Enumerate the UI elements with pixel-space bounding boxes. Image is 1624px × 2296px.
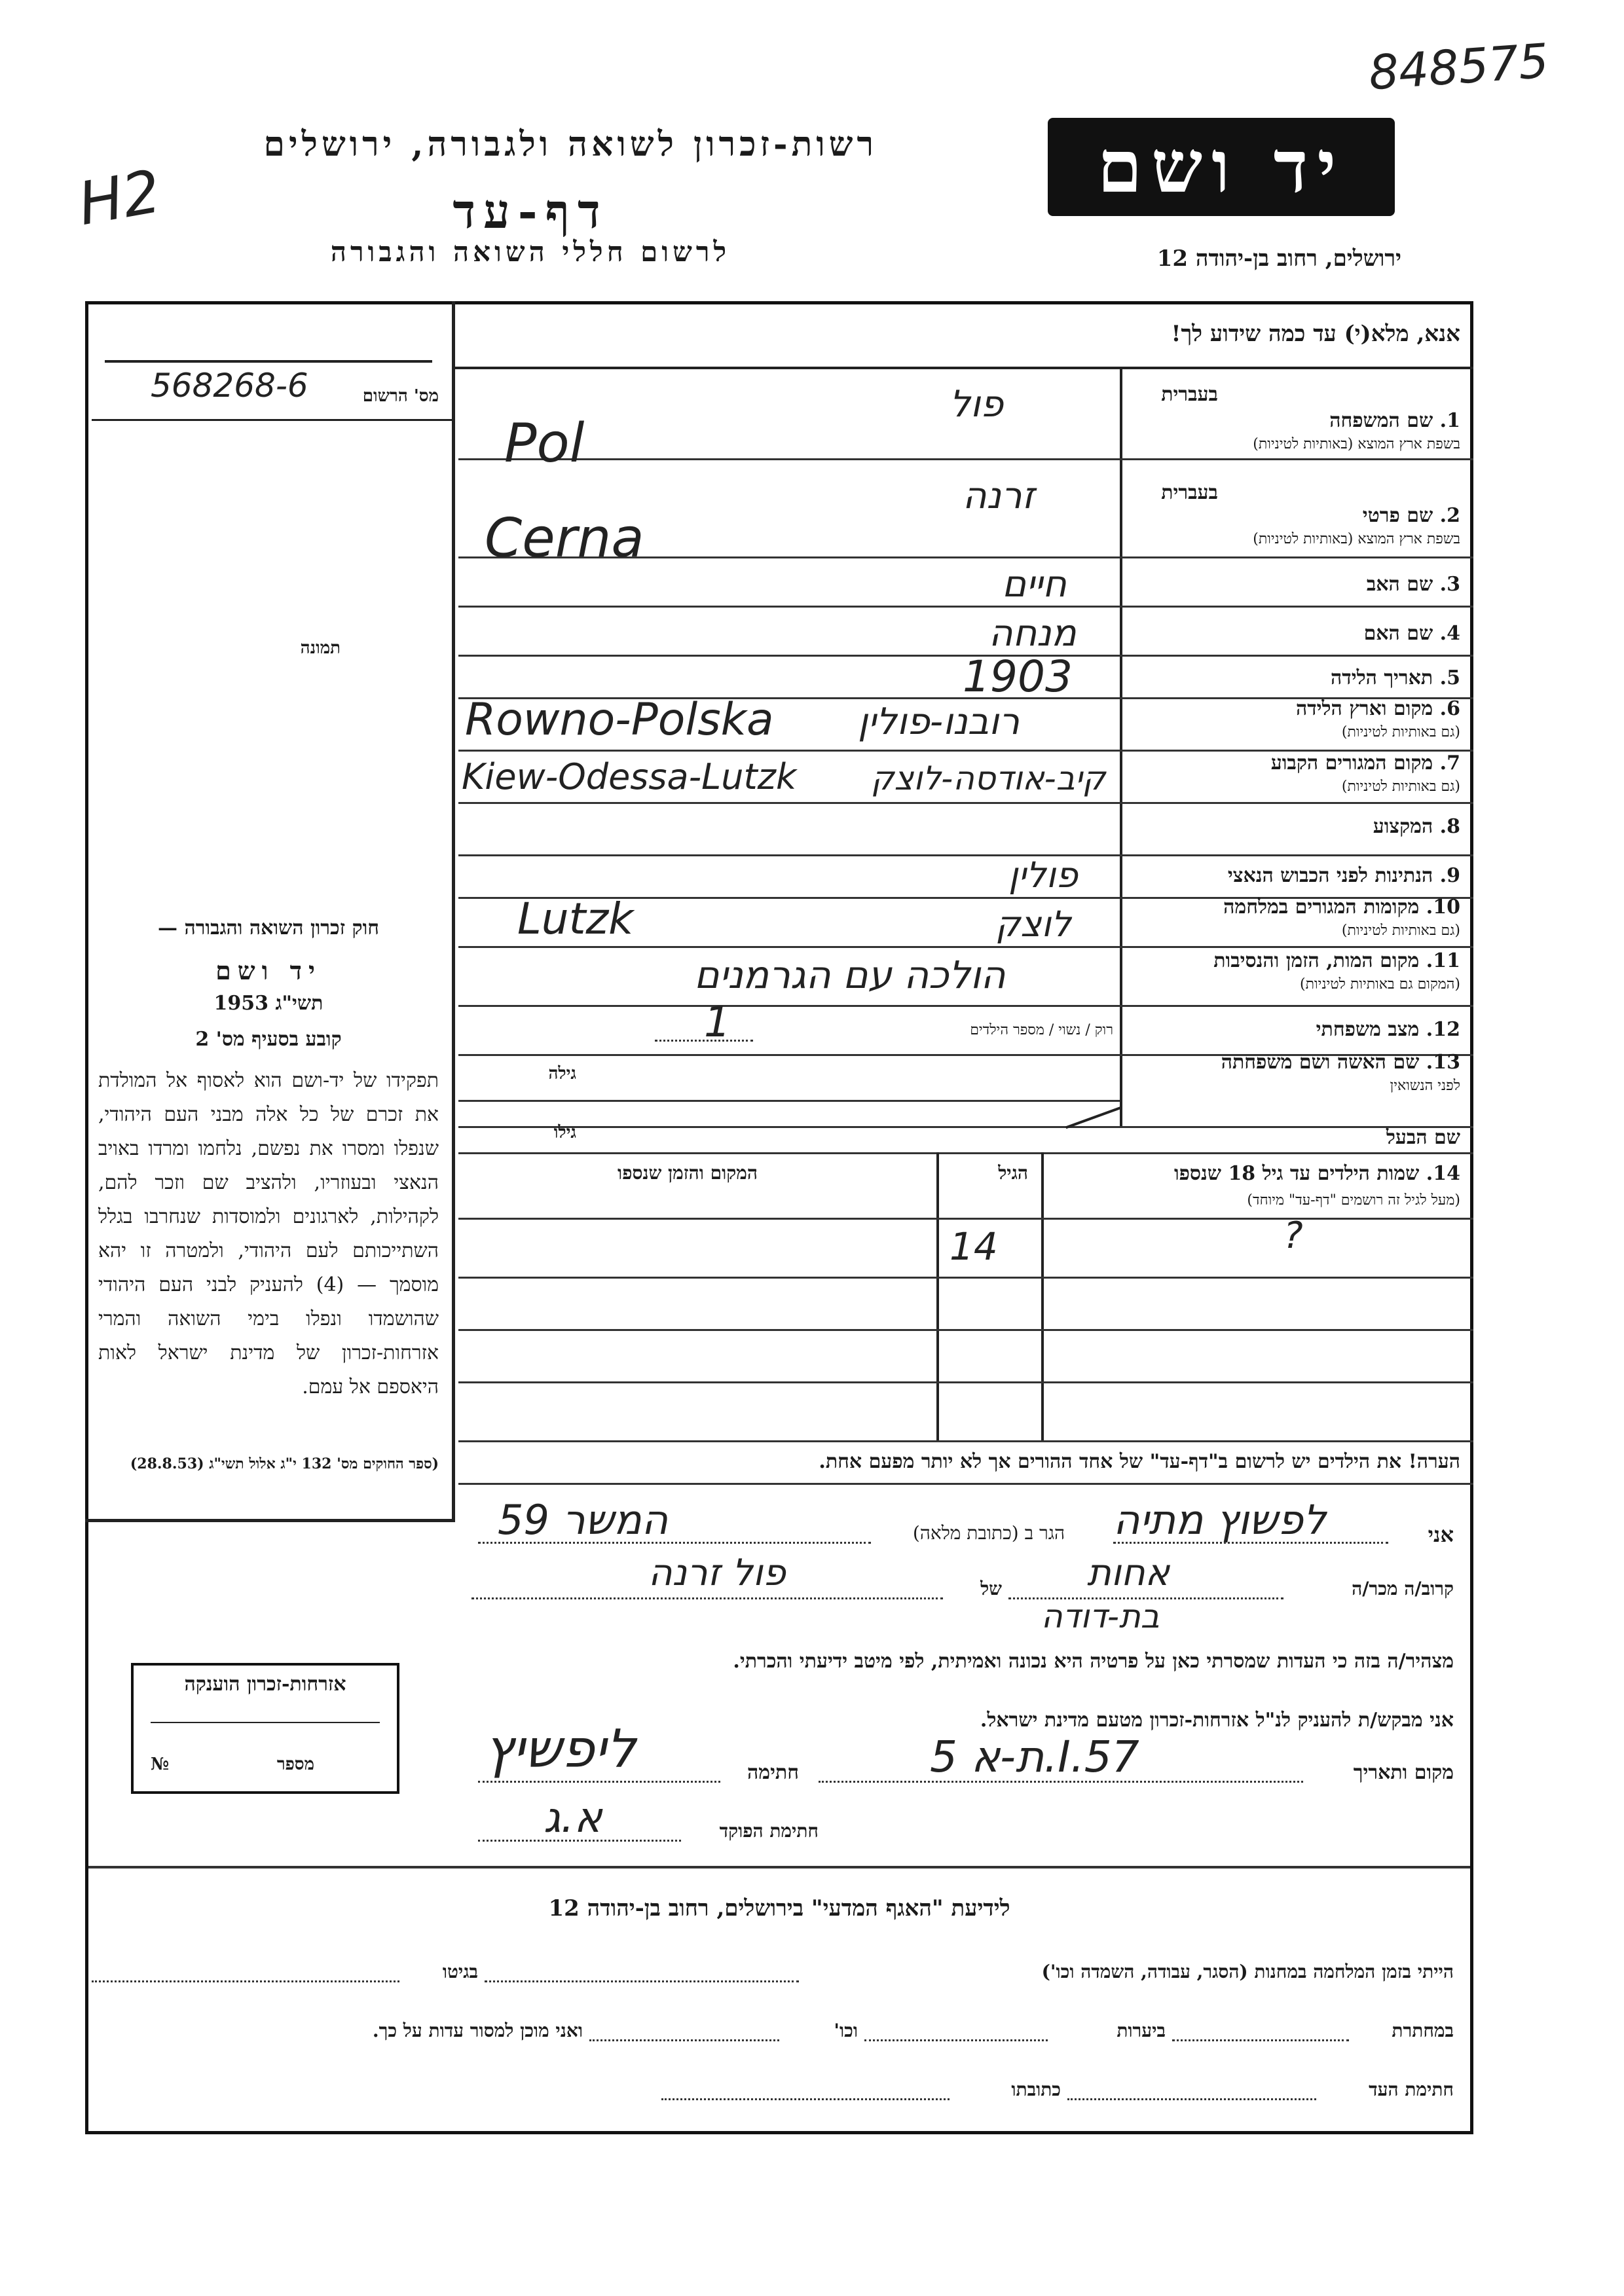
field-12-options: רוק / נשוי / מספר הילדים bbox=[970, 1022, 1113, 1038]
field-1-latin[interactable]: Pol bbox=[504, 412, 585, 475]
field-3-num: 3. bbox=[1439, 573, 1460, 596]
field-5-num: 5. bbox=[1439, 666, 1460, 689]
children-col-age: הגיל bbox=[998, 1162, 1028, 1184]
decl-ani: אני bbox=[1428, 1522, 1454, 1547]
field-8-text: המקצוע bbox=[1373, 815, 1433, 838]
form-subtitle: לרשום חללי השואה והגבורה bbox=[330, 236, 731, 268]
children-label bbox=[1048, 1162, 1460, 1185]
footer-line2-d: ואני מוכן למסור עדות על כך. bbox=[372, 2020, 583, 2041]
field-1-hebrew[interactable]: פול bbox=[950, 383, 1004, 426]
children-text: שמות הילדים עד גיל 18 שנספו bbox=[1173, 1162, 1420, 1185]
intro-text: אנא, מלא(י) עד כמה שידוע לך! bbox=[1171, 321, 1460, 347]
footer-line2-a: במחתרת bbox=[1392, 2020, 1454, 2041]
registration-value: 568268-6 bbox=[151, 367, 308, 405]
child-name[interactable]: ? bbox=[1283, 1214, 1303, 1257]
logo-text: יד ושם bbox=[1097, 124, 1346, 209]
field-7-sub: (גם באותיות לטיניות) bbox=[1341, 778, 1460, 795]
field-6-value[interactable]: Rowno-Polska bbox=[465, 694, 774, 746]
field-12-num: 12. bbox=[1426, 1018, 1460, 1041]
field-11-num: 11. bbox=[1426, 949, 1460, 972]
stamp-number: 848575 bbox=[1367, 33, 1551, 101]
field-1-text: שם המשפחה bbox=[1329, 409, 1433, 432]
field-12-text: מצב משפחתי bbox=[1316, 1018, 1420, 1041]
field-3-text: שם האב bbox=[1366, 573, 1433, 596]
field-5-label bbox=[1126, 666, 1460, 689]
field-1-num: 1. bbox=[1439, 409, 1460, 432]
footer-title: לידיעת "האגף המדעי" בירושלים, רחוב בן-יהודה 12 bbox=[548, 1895, 1010, 1922]
field-6-label bbox=[1126, 697, 1460, 720]
field-13-sub: לפני הנשואין bbox=[1390, 1078, 1460, 1094]
field-9-value[interactable]: פולין bbox=[1008, 854, 1078, 896]
officer-label: חתימת הפוקד bbox=[719, 1820, 819, 1842]
margin-mark: H2 bbox=[73, 156, 166, 240]
field-4-value[interactable]: מנחה bbox=[989, 612, 1077, 655]
field-13-text: שם האשה ושם משפחתה bbox=[1221, 1051, 1420, 1074]
law-section: קובע בסעיף מס' 2 bbox=[195, 1028, 342, 1051]
field-3-label bbox=[1126, 573, 1460, 596]
field-1-sub: בשפת ארץ המוצא (באותיות לטיניות) bbox=[1253, 436, 1460, 452]
field-9-text: הנתינות לפני הכבוש הנאצי bbox=[1227, 864, 1433, 887]
field-6-text: מקום וארץ הלידה bbox=[1295, 697, 1433, 720]
decl-resides: הגר ב (כתובת מלאה) bbox=[912, 1522, 1065, 1544]
decl-address[interactable]: המשר 59 bbox=[498, 1496, 669, 1544]
law-title: חוק זכרון השואה והגבורה — bbox=[158, 917, 379, 939]
form-title: דף-עד bbox=[452, 183, 608, 239]
field-9-label bbox=[1126, 864, 1460, 887]
field-10-label bbox=[1126, 896, 1460, 919]
field-10-sub: (גם באותיות לטיניות) bbox=[1341, 922, 1460, 939]
field-10-text: מקומות המגורים במלחמה bbox=[1223, 896, 1420, 919]
footer-line2-c: וכו' bbox=[834, 2020, 858, 2041]
decl-place-date[interactable]: ת-א 5.I.57 bbox=[930, 1732, 1139, 1782]
citizenship-title: אזרחות-זכרון הוענקה bbox=[184, 1673, 346, 1696]
field-13-num: 13. bbox=[1426, 1051, 1460, 1074]
column-label-2: בעברית bbox=[1161, 481, 1218, 504]
field-11-sub: (המקום גם באותיות לטיניות) bbox=[1300, 976, 1460, 993]
field-4-num: 4. bbox=[1439, 622, 1460, 645]
field-13-age-label: גילה bbox=[548, 1064, 576, 1084]
column-label-1: בעברית bbox=[1161, 383, 1218, 406]
field-8-label bbox=[1126, 815, 1460, 838]
children-col-place: המקום והזמן שנספו bbox=[618, 1162, 758, 1184]
note: הערה! את הילדים יש לרשום ב"דף-עד" של אחד ההורים אך לא יותר מפעם אחת. bbox=[819, 1450, 1460, 1473]
law-year: תשי"ג 1953 bbox=[213, 992, 323, 1015]
field-11-value[interactable]: הולכה עם הגרמנים bbox=[694, 953, 1006, 997]
children-num: 14. bbox=[1426, 1162, 1460, 1185]
address: ירושלים, רחוב בן-יהודה 12 bbox=[1156, 246, 1401, 272]
field-1-label bbox=[1126, 409, 1460, 432]
footer-line3-b: כתובתו bbox=[1011, 2079, 1061, 2100]
field-2-hebrew[interactable]: זרנה bbox=[963, 475, 1035, 517]
field-6-num: 6. bbox=[1439, 697, 1460, 720]
field-11-text: מקום המות, הזמן והנסיבות bbox=[1213, 949, 1420, 972]
decl-place-date-label: מקום ותאריך bbox=[1353, 1761, 1454, 1784]
field-7-hebrew[interactable]: קיב-אודסה-לוצק bbox=[871, 759, 1106, 797]
decl-signature[interactable]: ליפשיץ bbox=[485, 1719, 637, 1779]
decl-request: אני מבקש/ת להעניק לנ"ל אזרחות-זכרון מטעם מדינת ישראל. bbox=[980, 1709, 1454, 1732]
field-7-text: מקום המגורים הקבוע bbox=[1270, 752, 1433, 774]
footer-line3-a: חתימת העד bbox=[1369, 2079, 1454, 2100]
field-4-text: שם האם bbox=[1363, 622, 1433, 645]
photo-label: תמונה bbox=[300, 638, 341, 658]
field-7-value[interactable]: Kiew-Odessa-Lutzk bbox=[462, 756, 797, 797]
field-10-hebrew[interactable]: לוצק bbox=[995, 903, 1071, 945]
decl-name[interactable]: לפשוץ מתיה bbox=[1113, 1496, 1327, 1544]
field-2-label bbox=[1126, 504, 1460, 527]
field-5-value[interactable]: 1903 bbox=[963, 651, 1073, 702]
field-6-hebrew[interactable]: רובנו-פולין bbox=[858, 701, 1020, 743]
field-2-latin[interactable]: Cerna bbox=[485, 507, 644, 570]
registration-label: מס' הרשום bbox=[362, 386, 439, 406]
decl-of-label: של bbox=[980, 1578, 1002, 1599]
field-5-text: תאריך הלידה bbox=[1331, 666, 1433, 689]
child-age[interactable]: 14 bbox=[950, 1224, 998, 1269]
decl-statement: מצהיר/ה בזה כי העדות שמסרתי כאן על פרטיה היא נכונה ואמיתית, לפי מיטב ידיעתי והכרתי. bbox=[733, 1650, 1454, 1673]
field-4-label bbox=[1126, 622, 1460, 645]
field-7-num: 7. bbox=[1439, 752, 1460, 774]
field-6-sub: (גם באותיות לטיניות) bbox=[1341, 724, 1460, 740]
children-sub: (מעל לגיל זה רושמים "דף-עד" מיוחד) bbox=[1247, 1192, 1460, 1209]
field-10-num: 10. bbox=[1426, 896, 1460, 919]
yad-vashem-logo bbox=[1048, 118, 1395, 216]
decl-signature-label: חתימה bbox=[747, 1761, 799, 1784]
officer-signature[interactable]: א.ג bbox=[544, 1794, 602, 1842]
footer-line1-a: הייתי בזמן המלחמה במחנות (הסגר, עבודה, השמדה וכו') bbox=[1041, 1961, 1454, 1982]
field-8-num: 8. bbox=[1439, 815, 1460, 838]
field-11-label bbox=[1126, 949, 1460, 972]
field-3-value[interactable]: חיים bbox=[1002, 563, 1067, 606]
field-9-num: 9. bbox=[1439, 864, 1460, 887]
law-text: תפקידו של יד-ושם הוא לאסוף אל המולדת את זכרם של כל אלה מבני העם היהודי, שנפלו ומסרו את נפשם, נלחמו ומרדו באויב הנאצי ובעוזריו, ולהציב שם וזכר להם, לקהילות, לארגונים ולמוסדות שנחרבו בגלל השתייכותם לעם היהודי, ולמטרה זו יהא מוסמך — (4) להעניק לבני העם היהודי שהושמדו ונפלו בימי השואה והמרי אזרחות-זכרון של מדינת ישראל לאות היאספם אל עמם. bbox=[98, 1069, 439, 1398]
field-2-num: 2. bbox=[1439, 504, 1460, 527]
field-7-label bbox=[1126, 752, 1460, 774]
field-12-value[interactable]: 1 bbox=[704, 998, 731, 1047]
decl-of-name[interactable]: פול זרנה bbox=[648, 1552, 786, 1594]
law-source: (ספר החוקים מס' 132 י"ג אלול תשי"ג (28.8.53) bbox=[130, 1455, 439, 1472]
citizenship-number-label: מספר bbox=[276, 1755, 314, 1774]
field-2-sub: בשפת ארץ המוצא (באותיות לטיניות) bbox=[1253, 531, 1460, 547]
husband-label: שם הבעל bbox=[1386, 1126, 1460, 1149]
decl-relation-label: קרוב/ה מכר/ה bbox=[1352, 1578, 1454, 1599]
field-10-value[interactable]: Lutzk bbox=[517, 894, 634, 944]
field-2-text: שם פרטי bbox=[1362, 504, 1433, 527]
institution-title: רשות-זכרון לשואה ולגבורה, ירושלים bbox=[263, 124, 877, 164]
footer-line2-b: ביערות bbox=[1116, 2020, 1166, 2041]
husband-age-label: גילו bbox=[553, 1123, 576, 1142]
decl-relation2[interactable]: בת-דודה bbox=[1041, 1597, 1160, 1635]
decl-relation[interactable]: אחות bbox=[1087, 1552, 1170, 1594]
footer-line1-b: בגיטו bbox=[442, 1961, 478, 1982]
field-12-label bbox=[1126, 1018, 1460, 1041]
law-name: יד ושם bbox=[215, 956, 322, 985]
field-13-label bbox=[1126, 1051, 1460, 1074]
citizenship-number-prefix: № bbox=[151, 1755, 170, 1774]
